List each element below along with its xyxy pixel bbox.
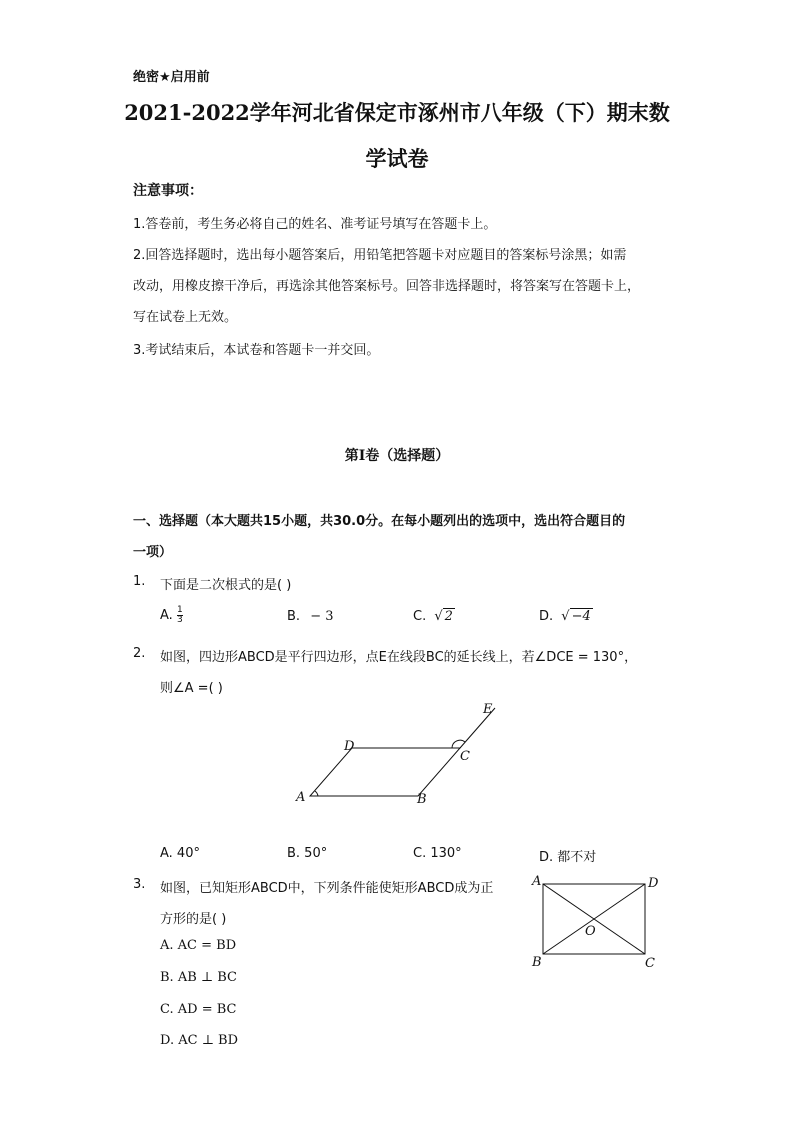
figure-label-b: B xyxy=(417,792,427,807)
q1-option-c xyxy=(413,609,455,624)
q3-text-line1: 如图，已知矩形ABCD中，下列条件能使矩形ABCD成为正 xyxy=(160,881,494,896)
sqrt-symbol-icon: √ xyxy=(434,609,443,624)
figure-label-a: A xyxy=(296,790,306,805)
figure-label-e: E xyxy=(483,702,493,717)
q3-option-a: A. AC = BD xyxy=(160,938,237,953)
figure-label-d: D xyxy=(648,876,659,891)
exam-title-line1: 2021-2022学年河北省保定市涿州市八年级（下）期末数 xyxy=(124,100,670,125)
parallelogram-figure xyxy=(290,700,510,810)
q3-option-d: D. AC ⊥ BD xyxy=(160,1033,239,1048)
q1-number: 1. xyxy=(133,574,146,589)
q1-option-d-label: D. xyxy=(539,609,554,624)
q2-text-line1: 如图，四边形ABCD是平行四边形，点E在线段BC的延长线上，若∠DCE = 130°， xyxy=(160,650,638,665)
notice-item-1: 1.答卷前，考生务必将自己的姓名、准考证号填写在答题卡上。 xyxy=(133,217,497,232)
parallelogram-shape xyxy=(310,748,460,796)
figure-label-b: B xyxy=(532,955,542,970)
q2-option-d: D. 都不对 xyxy=(539,850,597,865)
angle-a-arc xyxy=(315,791,318,796)
q1-text: 下面是二次根式的是( ) xyxy=(160,578,292,593)
notice-heading: 注意事项： xyxy=(133,183,203,199)
q2-text-line2: 则∠A =( ) xyxy=(160,681,223,696)
q1-option-c-label: C. xyxy=(413,609,427,624)
sqrt-symbol-icon: √ xyxy=(561,609,570,624)
q1-option-c-radicand: 2 xyxy=(444,609,453,624)
section-title: 第I卷（选择题） xyxy=(344,448,450,464)
q2-number: 2. xyxy=(133,646,146,661)
q1-option-a-label: A. xyxy=(160,608,173,623)
rectangle-figure xyxy=(525,870,665,975)
section-heading-line1: 一、选择题（本大题共15小题，共30.0分。在每小题列出的选项中，选出符合题目的 xyxy=(133,514,626,529)
exam-title-line2: 学试卷 xyxy=(365,146,429,171)
confidential-label: 绝密★启用前 xyxy=(133,70,210,85)
notice-item-2-line1: 2.回答选择题时，选出每小题答案后，用铅笔把答题卡对应题目的答案标号涂黑；如需 xyxy=(133,248,627,263)
q3-option-c: C. AD = BC xyxy=(160,1002,237,1017)
notice-item-2-line2: 改动，用橡皮擦干净后，再选涂其他答案标号。回答非选择题时，将答案写在答题卡上， xyxy=(133,279,641,294)
q1-option-b xyxy=(287,609,334,624)
q1-fraction-denominator: 3 xyxy=(176,615,183,625)
figure-label-o: O xyxy=(585,924,596,939)
q3-option-b: B. AB ⊥ BC xyxy=(160,970,237,985)
figure-label-c: C xyxy=(460,749,470,764)
q3-number: 3. xyxy=(133,877,146,892)
q2-option-b: B. 50° xyxy=(287,846,328,861)
q1-option-b-value: − 3 xyxy=(310,609,334,624)
section-heading-line2: 一项） xyxy=(133,545,173,560)
figure-label-a: A xyxy=(532,874,542,889)
figure-label-c: C xyxy=(645,956,655,971)
q1-option-d-radicand: −4 xyxy=(571,609,591,624)
notice-item-2-line3: 写在试卷上无效。 xyxy=(133,310,238,325)
q3-text-line2: 方形的是( ) xyxy=(160,912,227,927)
q1-option-d xyxy=(539,609,593,624)
q1-fraction-numerator: 1 xyxy=(176,605,183,615)
q1-option-b-label: B. xyxy=(287,609,301,624)
notice-item-3: 3.考试结束后，本试卷和答题卡一并交回。 xyxy=(133,343,380,358)
q1-fraction xyxy=(177,606,183,625)
q2-option-c: C. 130° xyxy=(413,846,462,861)
q2-option-a: A. 40° xyxy=(160,846,200,861)
figure-label-d: D xyxy=(344,739,355,754)
q1-option-a xyxy=(160,606,183,625)
